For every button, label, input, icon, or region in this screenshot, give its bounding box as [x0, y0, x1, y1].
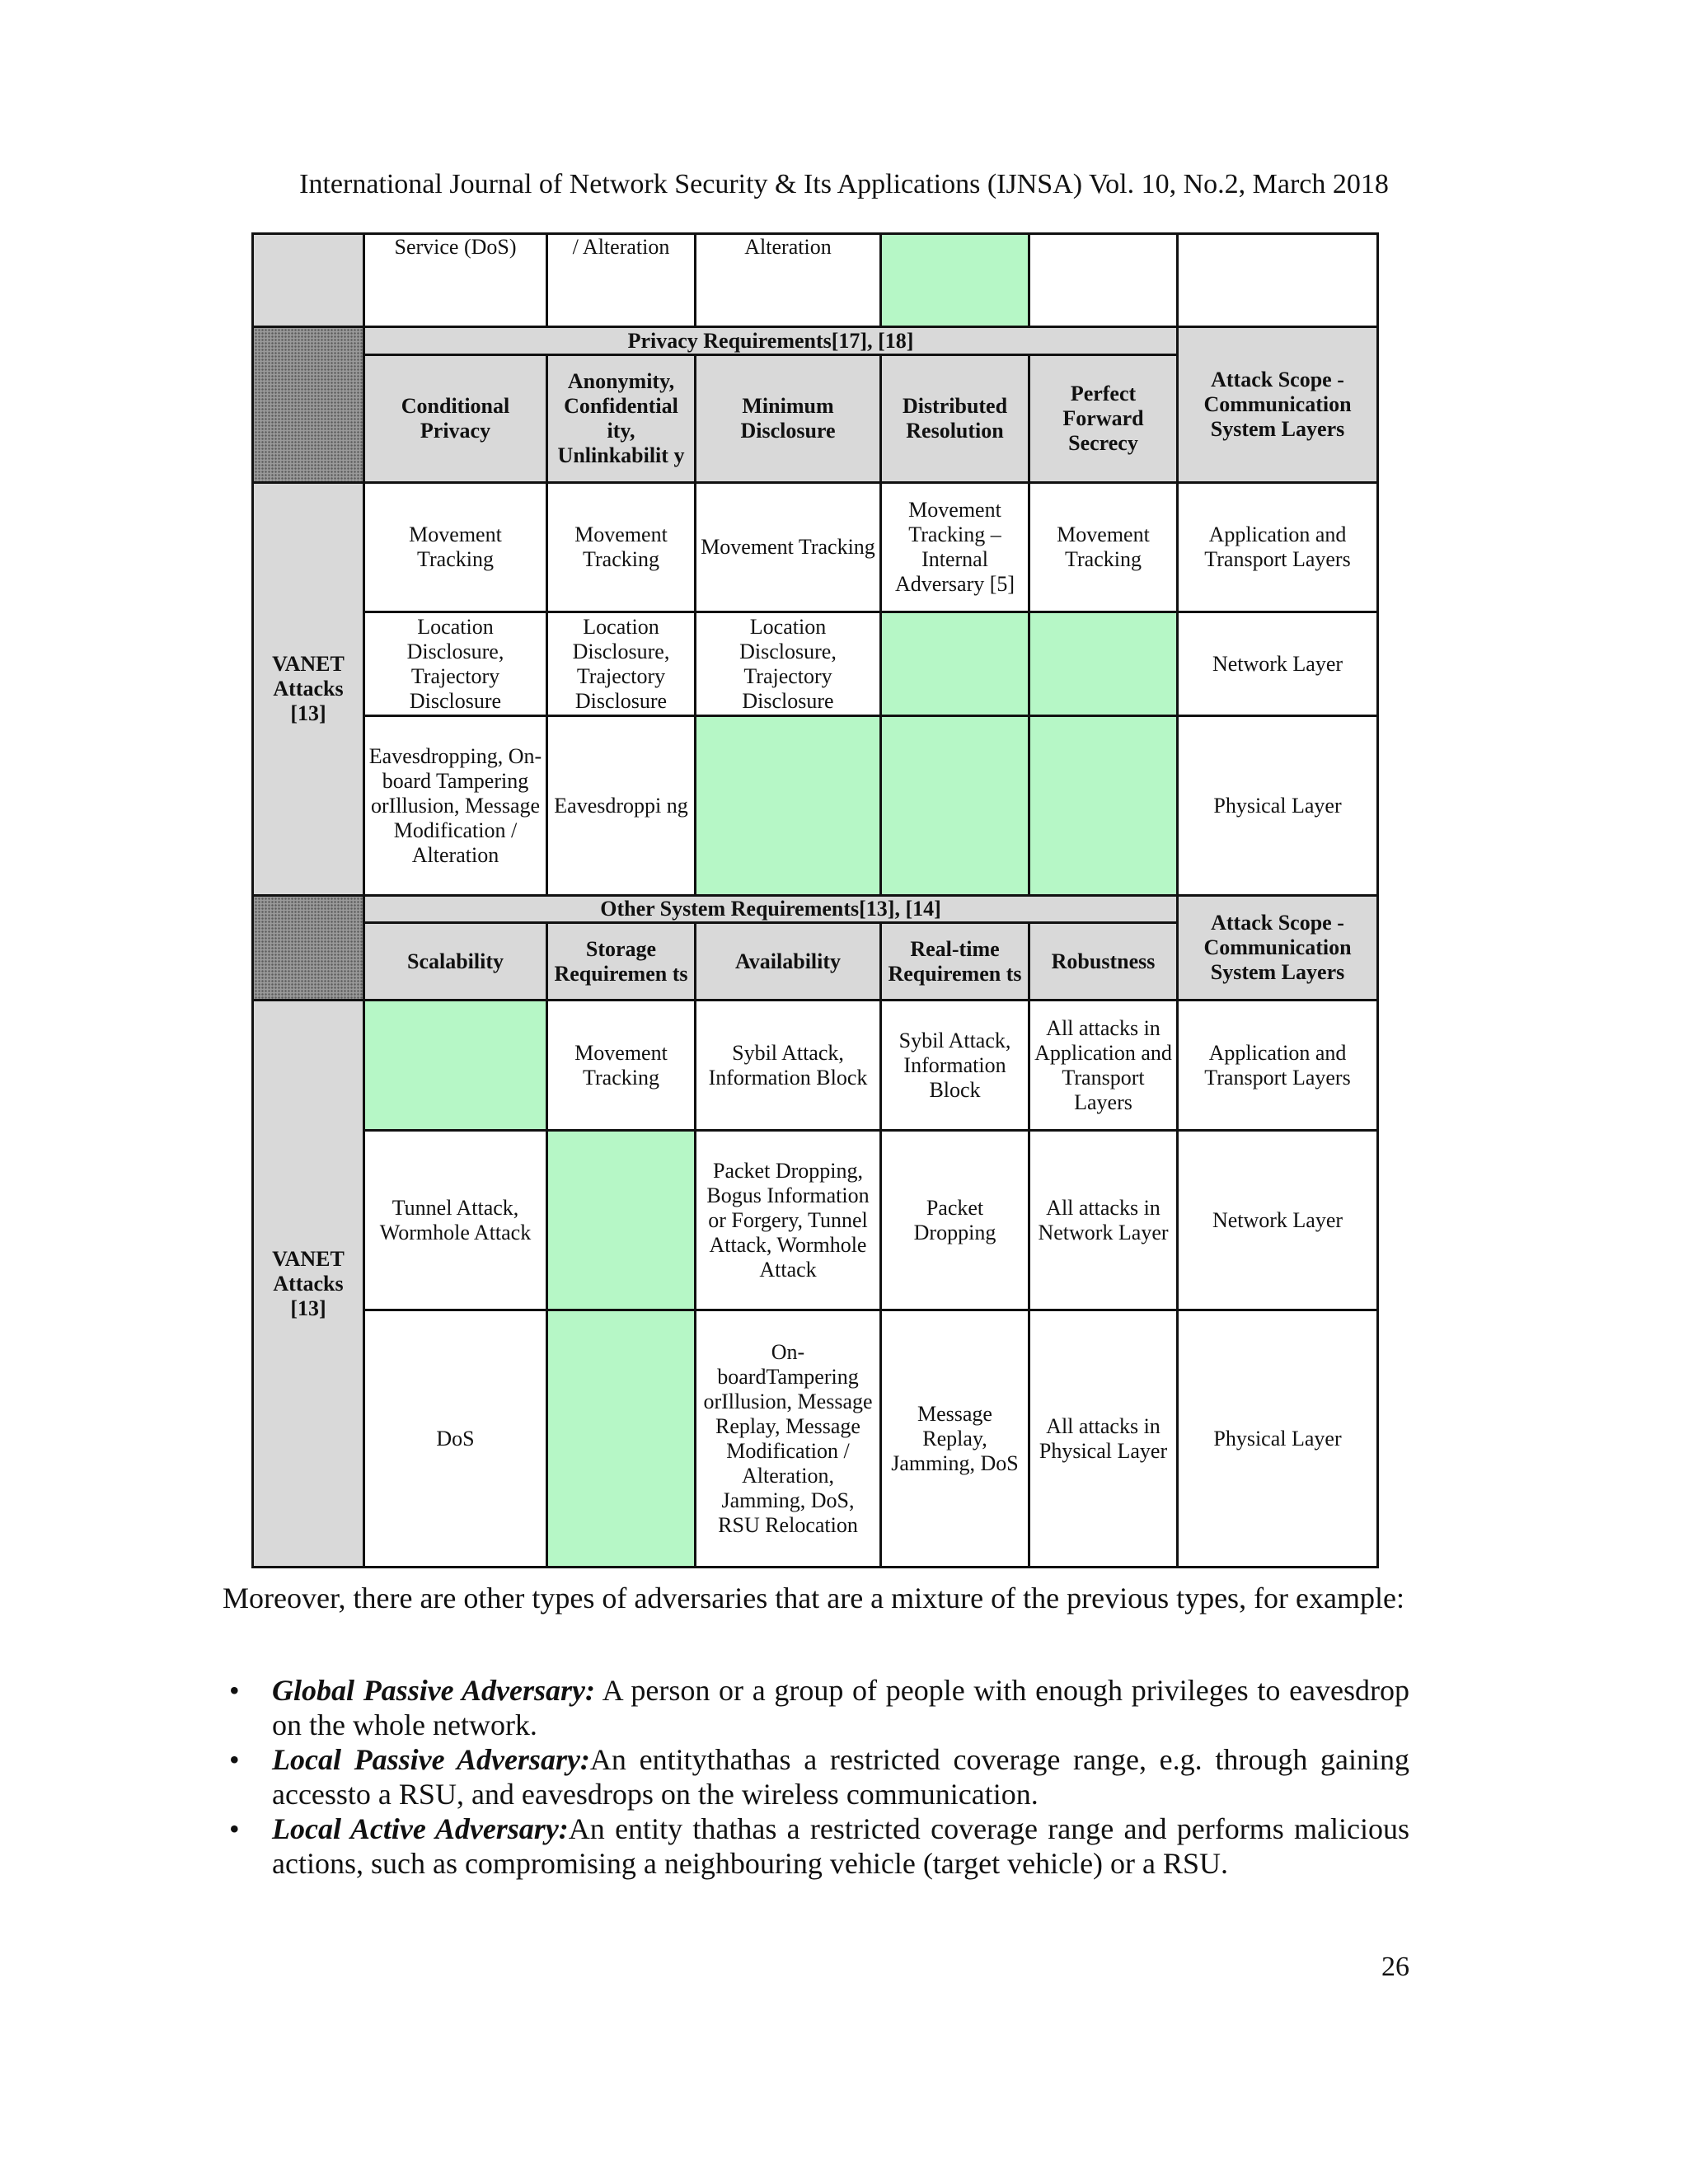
empty-cell	[1178, 234, 1378, 327]
table-cell: All attacks in Physical Layer	[1029, 1310, 1178, 1568]
table-cell: All attacks in Network Layer	[1029, 1131, 1178, 1310]
table-cell: Location Disclosure, Trajectory Disclosure	[547, 612, 696, 716]
table-cell: Sybil Attack, Information Block	[696, 1001, 881, 1131]
vanet-attacks-label: VANET Attacks [13]	[253, 483, 364, 896]
empty-green-cell	[364, 1001, 547, 1131]
bullet-icon: •	[229, 1743, 240, 1776]
table-cell: Packet Dropping, Bogus Information or Forgery, Tunnel Attack, Wormhole Attack	[696, 1131, 881, 1310]
column-header: Distributed Resolution	[881, 355, 1029, 483]
layer-cell: Application and Transport Layers	[1178, 1001, 1378, 1131]
table-cell: Tunnel Attack, Wormhole Attack	[364, 1131, 547, 1310]
table-row	[253, 327, 1378, 355]
list-item-term: Global Passive Adversary:	[272, 1674, 595, 1707]
column-header: Minimum Disclosure	[696, 355, 881, 483]
table-cell: Eavesdropping, On-board Tampering orIllusion, Message Modification / Alteration	[364, 716, 547, 896]
journal-header: International Journal of Network Security & Its Applications (IJNSA) Vol. 10, No.2, March 2018	[299, 169, 1389, 199]
attack-scope-header: Attack Scope - Communication System Layers	[1178, 327, 1378, 483]
body-paragraph: Moreover, there are other types of adversaries that are a mixture of the previous types, for example:	[223, 1582, 1404, 1615]
layer-cell: Network Layer	[1178, 1131, 1378, 1310]
table-row	[253, 1310, 1378, 1568]
table-row	[253, 896, 1378, 923]
table-cell: Packet Dropping	[881, 1131, 1029, 1310]
empty-green-cell	[696, 716, 881, 896]
empty-green-cell	[547, 1310, 696, 1568]
table-cell: Movement Tracking – Internal Adversary [5]	[881, 483, 1029, 612]
layer-cell: Application and Transport Layers	[1178, 483, 1378, 612]
layer-cell: Network Layer	[1178, 612, 1378, 716]
empty-green-cell	[881, 612, 1029, 716]
table-cell: Movement Tracking	[1029, 483, 1178, 612]
list-item	[223, 1811, 1409, 1881]
attack-scope-header: Attack Scope - Communication System Layers	[1178, 896, 1378, 1001]
table-cell: Eavesdroppi ng	[547, 716, 696, 896]
side-cell	[253, 234, 364, 327]
page-number: 26	[1381, 1952, 1409, 1982]
layer-cell: Physical Layer	[1178, 1310, 1378, 1568]
table-cell: Movement Tracking	[547, 483, 696, 612]
other-requirements-title: Other System Requirements[13], [14]	[364, 896, 1178, 923]
table-row	[253, 234, 1378, 327]
list-item-term: Local Passive Adversary:	[272, 1743, 590, 1776]
empty-green-cell	[881, 234, 1029, 327]
empty-green-cell	[1029, 716, 1178, 896]
column-header: Robustness	[1029, 923, 1178, 1001]
list-item-text: A person or a group of people with enough privileges to eavesdrop on the whole network.	[272, 1674, 1410, 1741]
empty-green-cell	[1029, 612, 1178, 716]
empty-green-cell	[547, 1131, 696, 1310]
table-cell: Location Disclosure, Trajectory Disclosure	[696, 612, 881, 716]
table-row	[253, 612, 1378, 716]
vanet-attacks-label: VANET Attacks [13]	[253, 1001, 364, 1568]
list-item-text: An entitythathas a restricted coverage range, e.g. through gaining accessto a RSU, and eavesdrops on the wireless communication.	[272, 1743, 1409, 1811]
column-header: Storage Requiremen ts	[547, 923, 696, 1001]
privacy-requirements-title: Privacy Requirements[17], [18]	[364, 327, 1178, 355]
empty-green-cell	[881, 716, 1029, 896]
table-cell: Movement Tracking	[547, 1001, 696, 1131]
table-cell: DoS	[364, 1310, 547, 1568]
table-cell: On- boardTampering orIllusion, Message Replay, Message Modification / Alteration, Jamming, DoS, RSU Relocation	[696, 1310, 881, 1568]
bullet-icon: •	[229, 1674, 240, 1707]
table-row	[253, 483, 1378, 612]
table-row	[253, 1001, 1378, 1131]
table-cell: All attacks in Application and Transport Layers	[1029, 1001, 1178, 1131]
table-row	[253, 716, 1378, 896]
layer-cell: Physical Layer	[1178, 716, 1378, 896]
shaded-corner-cell	[253, 896, 364, 1001]
column-header: Perfect Forward Secrecy	[1029, 355, 1178, 483]
empty-cell	[1029, 234, 1178, 327]
requirements-table	[251, 232, 1379, 1568]
column-header: Anonymity, Confidential ity, Unlinkabilit y	[547, 355, 696, 483]
table-row	[253, 1131, 1378, 1310]
column-header: Conditional Privacy	[364, 355, 547, 483]
column-header: Availability	[696, 923, 881, 1001]
table-cell: Alteration	[696, 234, 881, 327]
table-cell: Location Disclosure, Trajectory Disclosure	[364, 612, 547, 716]
table-cell: Movement Tracking	[696, 483, 881, 612]
table-cell: Movement Tracking	[364, 483, 547, 612]
list-item-term: Local Active Adversary:	[272, 1812, 569, 1845]
list-item-text: An entity thathas a restricted coverage range and performs malicious actions, such as compromising a neighbouring vehicle (target vehicle) or a RSU.	[272, 1812, 1409, 1880]
table-cell: Service (DoS)	[364, 234, 547, 327]
bullet-icon: •	[229, 1812, 240, 1845]
table-cell: Sybil Attack, Information Block	[881, 1001, 1029, 1131]
table-cell: Message Replay, Jamming, DoS	[881, 1310, 1029, 1568]
table-cell: / Alteration	[547, 234, 696, 327]
list-item	[223, 1673, 1409, 1742]
column-header: Real-time Requiremen ts	[881, 923, 1029, 1001]
list-item	[223, 1742, 1409, 1811]
shaded-corner-cell	[253, 327, 364, 483]
adversary-list	[223, 1673, 1409, 1881]
column-header: Scalability	[364, 923, 547, 1001]
